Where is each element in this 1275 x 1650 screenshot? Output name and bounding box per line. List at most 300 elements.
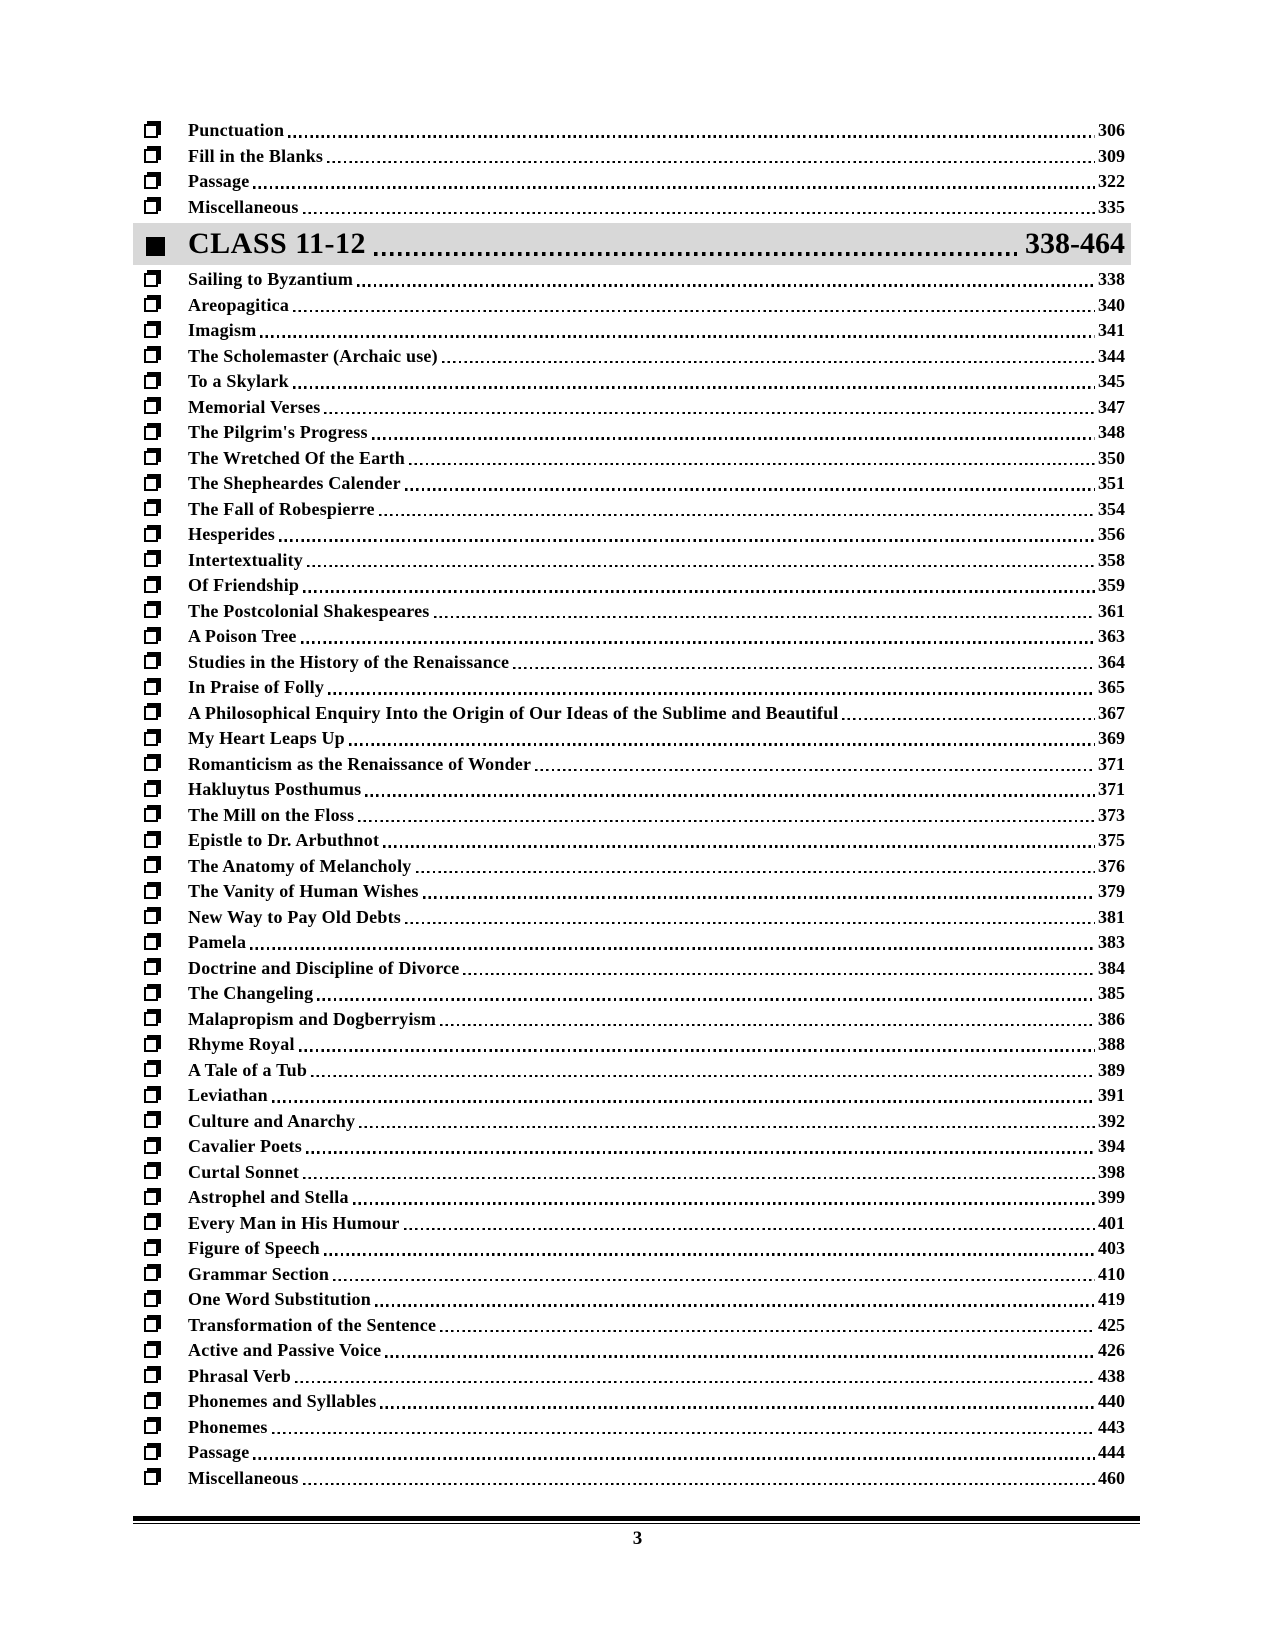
shadowed-square-icon bbox=[144, 1191, 158, 1205]
toc-entry-page: 394 bbox=[1098, 1136, 1125, 1156]
dot-leader bbox=[293, 369, 1095, 395]
toc-row bbox=[140, 803, 1125, 829]
shadowed-square-icon bbox=[144, 349, 158, 363]
bullet-cell bbox=[140, 859, 188, 879]
dot-leader bbox=[434, 599, 1096, 625]
toc-entry-title: Figure of Speech bbox=[188, 1238, 320, 1258]
shadowed-square-icon bbox=[144, 1063, 158, 1077]
shadowed-square-icon bbox=[144, 1038, 158, 1052]
bullet-cell bbox=[140, 273, 188, 293]
toc-entry-title: Miscellaneous bbox=[188, 1467, 299, 1488]
toc-row bbox=[140, 1211, 1125, 1237]
toc-entry-page: 306 bbox=[1098, 120, 1125, 140]
toc-row bbox=[140, 1185, 1125, 1211]
dot-leader bbox=[311, 1058, 1095, 1084]
shadowed-square-icon bbox=[144, 1446, 158, 1460]
shadowed-square-icon bbox=[144, 502, 158, 516]
shadowed-square-icon bbox=[144, 149, 158, 163]
bullet-cell bbox=[140, 1140, 188, 1160]
toc-row bbox=[140, 446, 1125, 472]
dot-leader bbox=[358, 803, 1095, 829]
toc-entry-page: 419 bbox=[1098, 1289, 1125, 1309]
toc-section-row bbox=[133, 223, 1131, 265]
bullet-cell bbox=[140, 1012, 188, 1032]
toc-row bbox=[140, 956, 1125, 982]
toc-entry-page: 460 bbox=[1098, 1467, 1125, 1488]
bullet-cell bbox=[140, 1038, 188, 1058]
footer-rule-thin-line bbox=[133, 1523, 1140, 1524]
toc-entry-title: Imagism bbox=[188, 320, 257, 340]
toc-entry-title: A Tale of a Tub bbox=[188, 1059, 308, 1080]
dot-leader bbox=[353, 1185, 1095, 1211]
bullet-cell bbox=[140, 1089, 188, 1109]
dot-leader bbox=[279, 522, 1095, 548]
bullet-cell bbox=[140, 579, 188, 599]
toc-row bbox=[140, 195, 1125, 221]
bullet-cell bbox=[140, 706, 188, 726]
dot-leader bbox=[405, 471, 1095, 497]
bullet-cell bbox=[140, 1395, 188, 1415]
toc-row bbox=[140, 344, 1125, 370]
toc-row bbox=[140, 497, 1125, 523]
shadowed-square-icon bbox=[144, 528, 158, 542]
shadowed-square-icon bbox=[144, 1344, 158, 1358]
shadowed-square-icon bbox=[144, 451, 158, 465]
toc-entry-title: Pamela bbox=[188, 932, 247, 952]
bullet-cell bbox=[140, 1446, 188, 1466]
toc-entry-page: 384 bbox=[1098, 957, 1125, 978]
toc-row bbox=[140, 1466, 1125, 1492]
bullet-cell bbox=[140, 885, 188, 905]
shadowed-square-icon bbox=[144, 200, 158, 214]
toc-entry-title: Punctuation bbox=[188, 120, 285, 140]
shadowed-square-icon bbox=[144, 375, 158, 389]
bullet-cell bbox=[140, 1471, 188, 1491]
dot-leader bbox=[375, 1287, 1095, 1313]
toc-entry-page: 403 bbox=[1098, 1238, 1125, 1258]
dot-leader bbox=[374, 223, 1017, 265]
toc-entry-title: Culture and Anarchy bbox=[188, 1110, 356, 1131]
shadowed-square-icon bbox=[144, 273, 158, 287]
dot-leader bbox=[535, 752, 1095, 778]
shadowed-square-icon bbox=[144, 808, 158, 822]
dot-leader bbox=[288, 118, 1095, 144]
bullet-cell bbox=[140, 1420, 188, 1440]
toc-entry-title: Malapropism and Dogberryism bbox=[188, 1008, 437, 1029]
toc-entry-page: 322 bbox=[1098, 171, 1125, 191]
toc-entry-page: 335 bbox=[1098, 196, 1125, 217]
toc-entry-page: 348 bbox=[1098, 422, 1125, 442]
toc-entry-title: Phrasal Verb bbox=[188, 1365, 291, 1386]
toc-entry-page: 375 bbox=[1098, 830, 1125, 850]
toc-row bbox=[140, 1338, 1125, 1364]
shadowed-square-icon bbox=[144, 1395, 158, 1409]
dot-leader bbox=[513, 650, 1095, 676]
toc-entry-page: 438 bbox=[1098, 1365, 1125, 1386]
bullet-cell bbox=[140, 1369, 188, 1389]
dot-leader bbox=[463, 956, 1095, 982]
bullet-cell bbox=[140, 757, 188, 777]
toc-entry-page: 363 bbox=[1098, 626, 1125, 646]
toc-row bbox=[140, 169, 1125, 195]
dot-leader bbox=[253, 1440, 1095, 1466]
bullet-cell bbox=[140, 604, 188, 624]
toc-row bbox=[140, 650, 1125, 676]
toc-entry-title: Areopagitica bbox=[188, 294, 290, 315]
toc-entry-page: 392 bbox=[1098, 1110, 1125, 1131]
toc-entry-title: Phonemes bbox=[188, 1416, 268, 1437]
toc-entry-page: 358 bbox=[1098, 549, 1125, 570]
toc-entry-page: 373 bbox=[1098, 804, 1125, 825]
toc-row bbox=[140, 905, 1125, 931]
shadowed-square-icon bbox=[144, 1140, 158, 1154]
toc-row bbox=[140, 1440, 1125, 1466]
toc-row bbox=[140, 369, 1125, 395]
bullet-cell bbox=[140, 936, 188, 956]
toc-entry-page: 426 bbox=[1098, 1340, 1125, 1360]
table-of-contents bbox=[140, 118, 1125, 1491]
toc-row bbox=[140, 1007, 1125, 1033]
shadowed-square-icon bbox=[144, 175, 158, 189]
bullet-cell bbox=[140, 553, 188, 573]
dot-leader bbox=[385, 1338, 1095, 1364]
shadowed-square-icon bbox=[144, 706, 158, 720]
toc-entry-title: The Scholemaster (Archaic use) bbox=[188, 345, 438, 366]
toc-row bbox=[140, 1160, 1125, 1186]
toc-entry-page: 410 bbox=[1098, 1263, 1125, 1284]
shadowed-square-icon bbox=[144, 757, 158, 771]
footer-rule bbox=[133, 1516, 1140, 1524]
dot-leader bbox=[372, 420, 1095, 446]
toc-row bbox=[140, 318, 1125, 344]
toc-entry-page: 391 bbox=[1098, 1085, 1125, 1105]
bullet-cell bbox=[140, 528, 188, 548]
shadowed-square-icon bbox=[144, 124, 158, 138]
toc-entry-page: 367 bbox=[1098, 702, 1125, 723]
shadowed-square-icon bbox=[144, 1089, 158, 1103]
toc-row bbox=[140, 267, 1125, 293]
toc-entry-title: The Changeling bbox=[188, 983, 314, 1003]
dot-leader bbox=[253, 169, 1095, 195]
toc-entry-page: 364 bbox=[1098, 651, 1125, 672]
toc-row bbox=[140, 1058, 1125, 1084]
bullet-cell bbox=[140, 1267, 188, 1287]
dot-leader bbox=[293, 293, 1095, 319]
bullet-cell bbox=[140, 1216, 188, 1236]
toc-row bbox=[140, 1415, 1125, 1441]
dot-leader bbox=[842, 701, 1095, 727]
toc-row bbox=[140, 675, 1125, 701]
toc-row bbox=[140, 293, 1125, 319]
toc-entry-title: Hakluytus Posthumus bbox=[188, 779, 362, 799]
toc-entry-page: 359 bbox=[1098, 575, 1125, 595]
toc-entry-page: 309 bbox=[1098, 145, 1125, 166]
shadowed-square-icon bbox=[144, 630, 158, 644]
toc-row bbox=[140, 471, 1125, 497]
shadowed-square-icon bbox=[144, 1293, 158, 1307]
bullet-cell bbox=[140, 1344, 188, 1364]
dot-leader bbox=[303, 195, 1095, 221]
toc-entry-title: Hesperides bbox=[188, 524, 275, 544]
dot-leader bbox=[440, 1313, 1095, 1339]
dot-leader bbox=[357, 267, 1095, 293]
shadowed-square-icon bbox=[144, 1012, 158, 1026]
dot-leader bbox=[324, 395, 1095, 421]
toc-entry-title: Romanticism as the Renaissance of Wonder bbox=[188, 753, 532, 774]
toc-row bbox=[140, 752, 1125, 778]
toc-entry-title: Sailing to Byzantium bbox=[188, 269, 354, 289]
toc-entry-page: 440 bbox=[1098, 1391, 1125, 1411]
toc-entry-title: The Pilgrim's Progress bbox=[188, 422, 368, 442]
toc-entry-title: The Shepheardes Calender bbox=[188, 473, 401, 493]
bullet-cell bbox=[140, 426, 188, 446]
dot-leader bbox=[295, 1364, 1095, 1390]
toc-entry-title: The Vanity of Human Wishes bbox=[188, 881, 419, 901]
toc-entry-page: 443 bbox=[1098, 1416, 1125, 1437]
toc-entry-page: 347 bbox=[1098, 396, 1125, 417]
toc-entry-title: My Heart Leaps Up bbox=[188, 728, 345, 748]
shadowed-square-icon bbox=[144, 324, 158, 338]
dot-leader bbox=[423, 879, 1095, 905]
toc-entry-title: New Way to Pay Old Debts bbox=[188, 906, 401, 927]
shadowed-square-icon bbox=[144, 655, 158, 669]
toc-entry-title: Fill in the Blanks bbox=[188, 145, 324, 166]
dot-leader bbox=[333, 1262, 1095, 1288]
toc-entry-page: 340 bbox=[1098, 294, 1125, 315]
shadowed-square-icon bbox=[144, 681, 158, 695]
bullet-cell bbox=[140, 149, 188, 169]
toc-row bbox=[140, 522, 1125, 548]
toc-entry-page: 351 bbox=[1098, 473, 1125, 493]
toc-row bbox=[140, 1236, 1125, 1262]
bullet-cell bbox=[140, 451, 188, 471]
toc-entry-page: 389 bbox=[1098, 1059, 1125, 1080]
bullet-cell bbox=[140, 681, 188, 701]
toc-entry-title: Memorial Verses bbox=[188, 396, 321, 417]
bullet-cell bbox=[140, 375, 188, 395]
toc-row bbox=[140, 118, 1125, 144]
dot-leader bbox=[260, 318, 1095, 344]
dot-leader bbox=[299, 1032, 1095, 1058]
dot-leader bbox=[359, 1109, 1095, 1135]
page-number: 3 bbox=[632, 1528, 643, 1549]
toc-row bbox=[140, 930, 1125, 956]
shadowed-square-icon bbox=[144, 579, 158, 593]
dot-leader bbox=[272, 1415, 1095, 1441]
filled-square-icon bbox=[146, 237, 165, 256]
toc-entry-page: 345 bbox=[1098, 371, 1125, 391]
bullet-cell bbox=[140, 1191, 188, 1211]
shadowed-square-icon bbox=[144, 477, 158, 491]
footer-rule-thick-line bbox=[133, 1516, 1140, 1521]
toc-entry-title: Transformation of the Sentence bbox=[188, 1314, 437, 1335]
shadowed-square-icon bbox=[144, 1420, 158, 1434]
shadowed-square-icon bbox=[144, 783, 158, 797]
bullet-cell bbox=[140, 987, 188, 1007]
toc-entry-page: 376 bbox=[1098, 855, 1125, 876]
bullet-cell bbox=[140, 477, 188, 497]
dot-leader bbox=[317, 981, 1095, 1007]
bullet-cell bbox=[140, 1318, 188, 1338]
dot-leader bbox=[324, 1236, 1095, 1262]
toc-entry-page: 338 bbox=[1098, 269, 1125, 289]
toc-entry-page: 398 bbox=[1098, 1161, 1125, 1182]
shadowed-square-icon bbox=[144, 1114, 158, 1128]
bullet-cell bbox=[140, 1114, 188, 1134]
bullet-cell bbox=[140, 1242, 188, 1262]
bullet-cell bbox=[140, 783, 188, 803]
toc-entry-title: To a Skylark bbox=[188, 371, 289, 391]
toc-entry-page: 385 bbox=[1098, 983, 1125, 1003]
shadowed-square-icon bbox=[144, 936, 158, 950]
bullet-cell bbox=[140, 324, 188, 344]
toc-section-title: CLASS 11-12 bbox=[188, 227, 367, 260]
toc-entry-title: Miscellaneous bbox=[188, 196, 299, 217]
toc-row bbox=[140, 1083, 1125, 1109]
toc-section-page-range: 338-464 bbox=[1025, 227, 1125, 260]
shadowed-square-icon bbox=[144, 1165, 158, 1179]
toc-entry-title: Cavalier Poets bbox=[188, 1136, 302, 1156]
shadowed-square-icon bbox=[144, 553, 158, 567]
bullet-cell bbox=[140, 834, 188, 854]
toc-entry-title: Passage bbox=[188, 1442, 250, 1462]
bullet-cell bbox=[140, 175, 188, 195]
toc-entry-title: A Philosophical Enquiry Into the Origin of Our Ideas of the Sublime and Beautiful bbox=[188, 702, 839, 723]
toc-entry-title: A Poison Tree bbox=[188, 626, 297, 646]
shadowed-square-icon bbox=[144, 910, 158, 924]
dot-leader bbox=[380, 1389, 1095, 1415]
toc-row bbox=[140, 828, 1125, 854]
toc-row bbox=[140, 1364, 1125, 1390]
toc-entry-title: Active and Passive Voice bbox=[188, 1340, 382, 1360]
shadowed-square-icon bbox=[144, 732, 158, 746]
toc-entry-page: 399 bbox=[1098, 1187, 1125, 1207]
toc-row bbox=[140, 777, 1125, 803]
toc-row bbox=[140, 395, 1125, 421]
toc-entry-title: Doctrine and Discipline of Divorce bbox=[188, 957, 460, 978]
toc-entry-page: 341 bbox=[1098, 320, 1125, 340]
bullet-cell bbox=[140, 630, 188, 650]
toc-entry-page: 425 bbox=[1098, 1314, 1125, 1335]
toc-entry-title: Astrophel and Stella bbox=[188, 1187, 349, 1207]
toc-entry-page: 344 bbox=[1098, 345, 1125, 366]
toc-row bbox=[140, 548, 1125, 574]
shadowed-square-icon bbox=[144, 859, 158, 873]
toc-row bbox=[140, 1134, 1125, 1160]
toc-entry-title: Studies in the History of the Renaissance bbox=[188, 651, 510, 672]
toc-entry-page: 354 bbox=[1098, 498, 1125, 519]
toc-entry-page: 371 bbox=[1098, 753, 1125, 774]
shadowed-square-icon bbox=[144, 1318, 158, 1332]
toc-entry-title: Curtal Sonnet bbox=[188, 1161, 300, 1182]
dot-leader bbox=[379, 497, 1095, 523]
shadowed-square-icon bbox=[144, 400, 158, 414]
toc-row bbox=[140, 599, 1125, 625]
toc-entry-title: The Wretched Of the Earth bbox=[188, 447, 405, 468]
toc-entry-page: 383 bbox=[1098, 932, 1125, 952]
toc-row bbox=[140, 1032, 1125, 1058]
toc-entry-page: 379 bbox=[1098, 881, 1125, 901]
shadowed-square-icon bbox=[144, 987, 158, 1001]
toc-row bbox=[140, 1109, 1125, 1135]
bullet-cell bbox=[140, 910, 188, 930]
shadowed-square-icon bbox=[144, 834, 158, 848]
toc-entry-title: The Fall of Robespierre bbox=[188, 498, 375, 519]
bullet-cell bbox=[140, 349, 188, 369]
toc-row bbox=[140, 144, 1125, 170]
bullet-cell bbox=[140, 1063, 188, 1083]
dot-leader bbox=[303, 1466, 1095, 1492]
bullet-cell bbox=[140, 961, 188, 981]
toc-entry-title: Every Man in His Humour bbox=[188, 1212, 400, 1233]
shadowed-square-icon bbox=[144, 1242, 158, 1256]
bullet-cell bbox=[140, 200, 188, 220]
shadowed-square-icon bbox=[144, 1471, 158, 1485]
dot-leader bbox=[416, 854, 1096, 880]
shadowed-square-icon bbox=[144, 1267, 158, 1281]
toc-entry-title: Epistle to Dr. Arbuthnot bbox=[188, 830, 380, 850]
dot-leader bbox=[440, 1007, 1095, 1033]
bullet-cell bbox=[140, 1293, 188, 1313]
bullet-cell bbox=[140, 237, 188, 265]
shadowed-square-icon bbox=[144, 961, 158, 975]
toc-entry-title: Passage bbox=[188, 171, 250, 191]
dot-leader bbox=[303, 1160, 1095, 1186]
dot-leader bbox=[272, 1083, 1095, 1109]
toc-entry-page: 444 bbox=[1098, 1442, 1125, 1462]
toc-row bbox=[140, 1287, 1125, 1313]
dot-leader bbox=[405, 905, 1095, 931]
toc-entry-page: 350 bbox=[1098, 447, 1125, 468]
shadowed-square-icon bbox=[144, 885, 158, 899]
shadowed-square-icon bbox=[144, 426, 158, 440]
toc-entry-title: Phonemes and Syllables bbox=[188, 1391, 377, 1411]
toc-entry-page: 381 bbox=[1098, 906, 1125, 927]
toc-entry-title: The Postcolonial Shakespeares bbox=[188, 600, 430, 621]
toc-row bbox=[140, 701, 1125, 727]
toc-entry-title: Leviathan bbox=[188, 1085, 268, 1105]
toc-row bbox=[140, 1262, 1125, 1288]
toc-row bbox=[140, 624, 1125, 650]
toc-entry-page: 356 bbox=[1098, 524, 1125, 544]
dot-leader bbox=[303, 573, 1095, 599]
toc-row bbox=[140, 1389, 1125, 1415]
shadowed-square-icon bbox=[144, 1216, 158, 1230]
toc-row bbox=[140, 726, 1125, 752]
toc-row bbox=[140, 981, 1125, 1007]
toc-entry-page: 401 bbox=[1098, 1212, 1125, 1233]
toc-entry-title: Grammar Section bbox=[188, 1263, 330, 1284]
toc-entry-page: 361 bbox=[1098, 600, 1125, 621]
bullet-cell bbox=[140, 732, 188, 752]
dot-leader bbox=[307, 548, 1095, 574]
toc-entry-title: Intertextuality bbox=[188, 549, 303, 570]
bullet-cell bbox=[140, 400, 188, 420]
toc-entry-title: The Mill on the Floss bbox=[188, 804, 355, 825]
dot-leader bbox=[328, 675, 1095, 701]
toc-row bbox=[140, 573, 1125, 599]
toc-row bbox=[140, 879, 1125, 905]
dot-leader bbox=[365, 777, 1095, 803]
toc-entry-title: In Praise of Folly bbox=[188, 677, 325, 697]
toc-row bbox=[140, 854, 1125, 880]
bullet-cell bbox=[140, 298, 188, 318]
toc-row bbox=[140, 1313, 1125, 1339]
toc-entry-page: 386 bbox=[1098, 1008, 1125, 1029]
dot-leader bbox=[250, 930, 1095, 956]
dot-leader bbox=[327, 144, 1095, 170]
dot-leader bbox=[442, 344, 1095, 370]
